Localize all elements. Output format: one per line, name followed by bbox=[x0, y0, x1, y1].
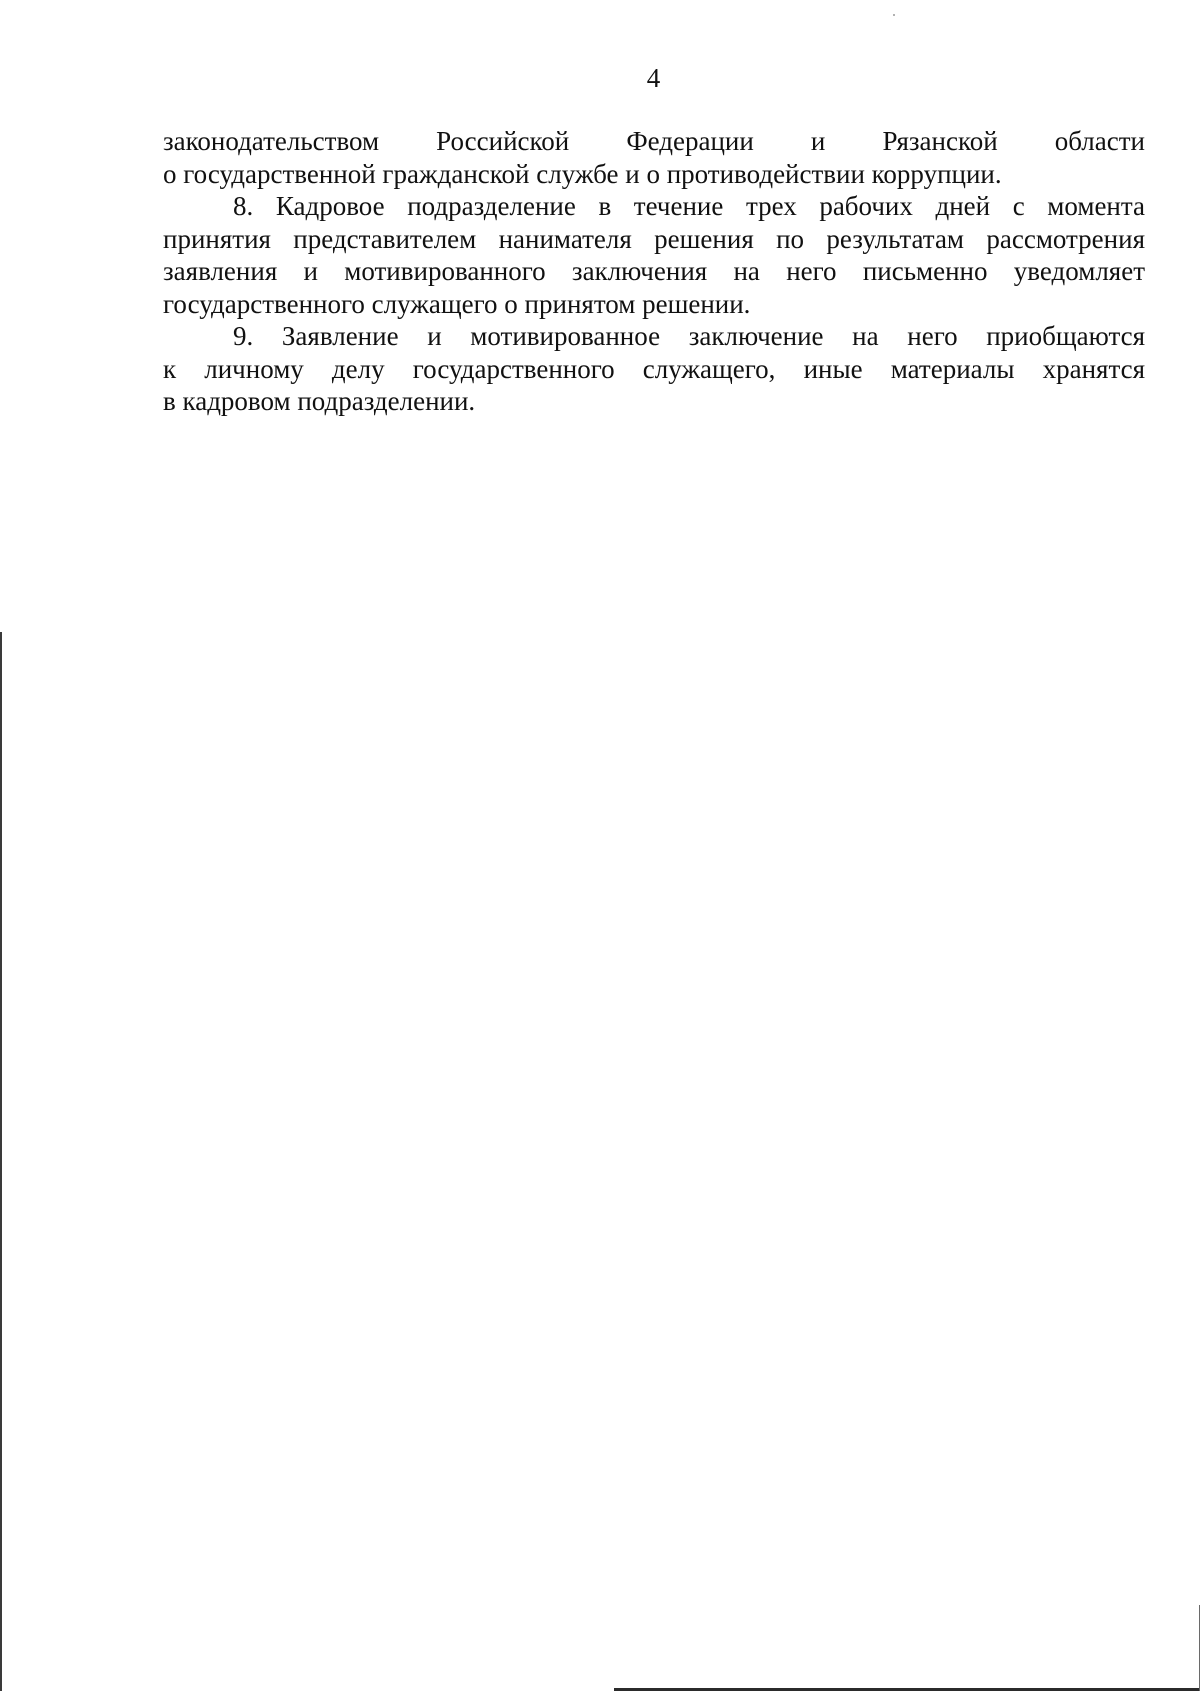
text-line: 8. Кадровое подразделение в течение трех рабочих дней с момента bbox=[233, 191, 1145, 221]
scan-artifact-dot bbox=[893, 14, 895, 16]
page-number: 4 bbox=[646, 63, 661, 93]
document-body bbox=[163, 125, 1145, 418]
text-line: заявления и мотивированного заключения на него письменно уведомляет bbox=[163, 256, 1145, 286]
text-line: государственного служащего о принятом решении. bbox=[163, 288, 751, 319]
text-line: законодательством Российской Федерации и Рязанской области bbox=[163, 126, 1145, 156]
text-line: 9. Заявление и мотивированное заключение на него приобщаются bbox=[233, 321, 1145, 351]
scan-edge-left bbox=[0, 632, 2, 1691]
text-line: о государственной гражданской службе и о противодействии коррупции. bbox=[163, 158, 1002, 189]
paragraph-continuation bbox=[163, 125, 1145, 190]
paragraph-item-8 bbox=[163, 190, 1145, 320]
text-line: в кадровом подразделении. bbox=[163, 386, 476, 416]
paragraph-item-9 bbox=[163, 320, 1145, 418]
text-line: к личному делу государственного служащего, иные материалы хранятся bbox=[163, 353, 1145, 384]
text-line: принятия представителем нанимателя решения по результатам рассмотрения bbox=[163, 223, 1145, 254]
